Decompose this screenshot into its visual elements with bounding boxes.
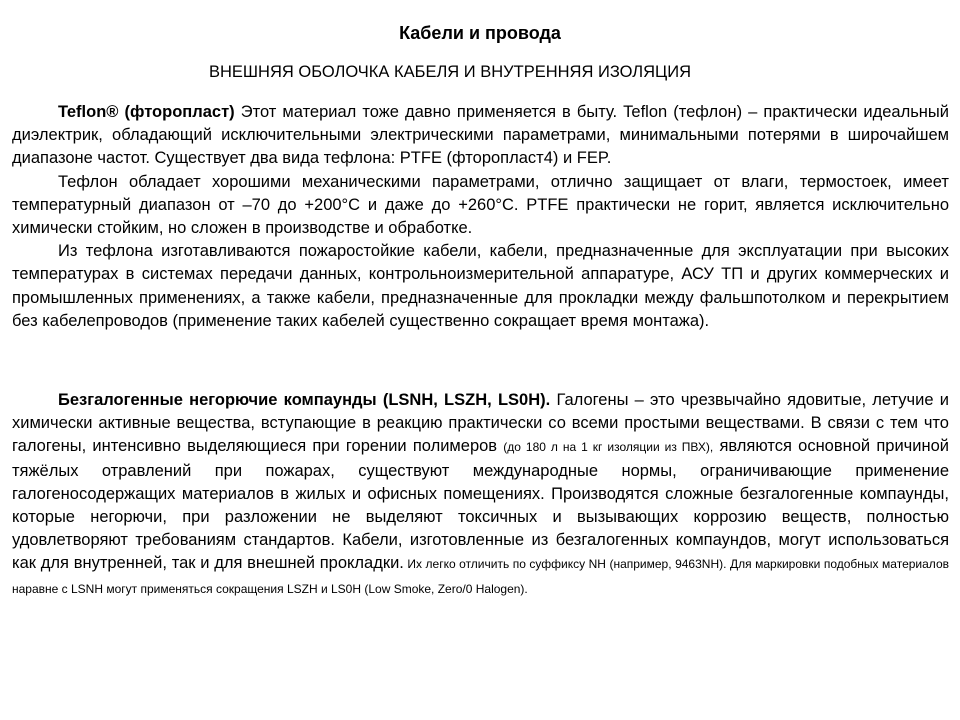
halogen-free-paragraph — [12, 389, 949, 601]
section-subtitle: ВНЕШНЯЯ ОБОЛОЧКА КАБЕЛЯ И ВНУТРЕННЯЯ ИЗОЛЯЦИЯ — [209, 63, 691, 81]
halogen-free-heading: Безгалогенные негорючие компаунды (LSNH, LSZH, LS0H). — [58, 391, 551, 409]
halogen-free-note-b: Их легко отличить по суффиксу NH (например, 9463NH). Для маркировки подобных материалов наравне с LSNH могут применяться сокращения LSZH и LS0H (Low Smoke, Zero/0 Halogen). — [12, 557, 949, 596]
teflon-paragraph-1-text: Этот материал тоже давно применяется в быту. Teflon (тефлон) – практически идеальный диэлектрик, обладающий исключительными электрическими параметрами, минимальными потерями в широчайшем диапазоне частот. Существует два вида тефлона: PTFE (фторопласт4) и FEP. — [12, 103, 949, 168]
halogen-free-text-a: Галогены – это чрезвычайно ядовитые, летучие и химически активные вещества, вступающие в реакцию практически со всеми простыми веществами. В связи с тем что галогены, интенсивно выделяющиеся при горении полимеров — [12, 391, 949, 456]
teflon-paragraph-2: Тефлон обладает хорошими механическими параметрами, отлично защищает от влаги, термостоек, имеет температурный диапазон от –70 до +200°С и даже до +260°С. PTFE практически не горит, является исключительно химически стойким, но сложен в производстве и обработке. — [12, 172, 949, 238]
teflon-paragraph-3: Из тефлона изготавливаются пожаростойкие кабели, кабели, предназначенные для эксплуатации при высоких температурах в системах передачи данных, контрольноизмерительной аппаратуре, АСУ ТП и других коммерческих и промышленных применениях, а также кабели, предназначенные для прокладки между фальшпотолком и перекрытием без кабелепроводов (применение таких кабелей существенно сокращает время монтажа). — [12, 242, 949, 330]
teflon-paragraph-1 — [12, 101, 949, 171]
teflon-heading: Teflon® (фторопласт) — [58, 103, 235, 121]
halogen-free-section — [12, 389, 949, 601]
halogen-free-note-a: (до 180 л на 1 кг изоляции из ПВХ), — [503, 440, 714, 455]
teflon-section — [12, 101, 949, 333]
halogen-free-text-b: являются основной причиной тяжёлых отравлений при пожарах, существуют международные нормы, ограничивающие применение галогеносодержащих материалов в жилых и офисных помещениях. Производятся сложные безгалогенные компаунды, которые негорючи, при разложении не выделяют токсичных и вызывающих коррозию веществ, полностью удовлетворяют требованиям стандартов. Кабели, изготовленные из безгалогенных компаундов, могут использоваться как для внутренней, так и для внешней прокладки. — [12, 437, 949, 573]
page-title: Кабели и провода — [399, 23, 561, 43]
